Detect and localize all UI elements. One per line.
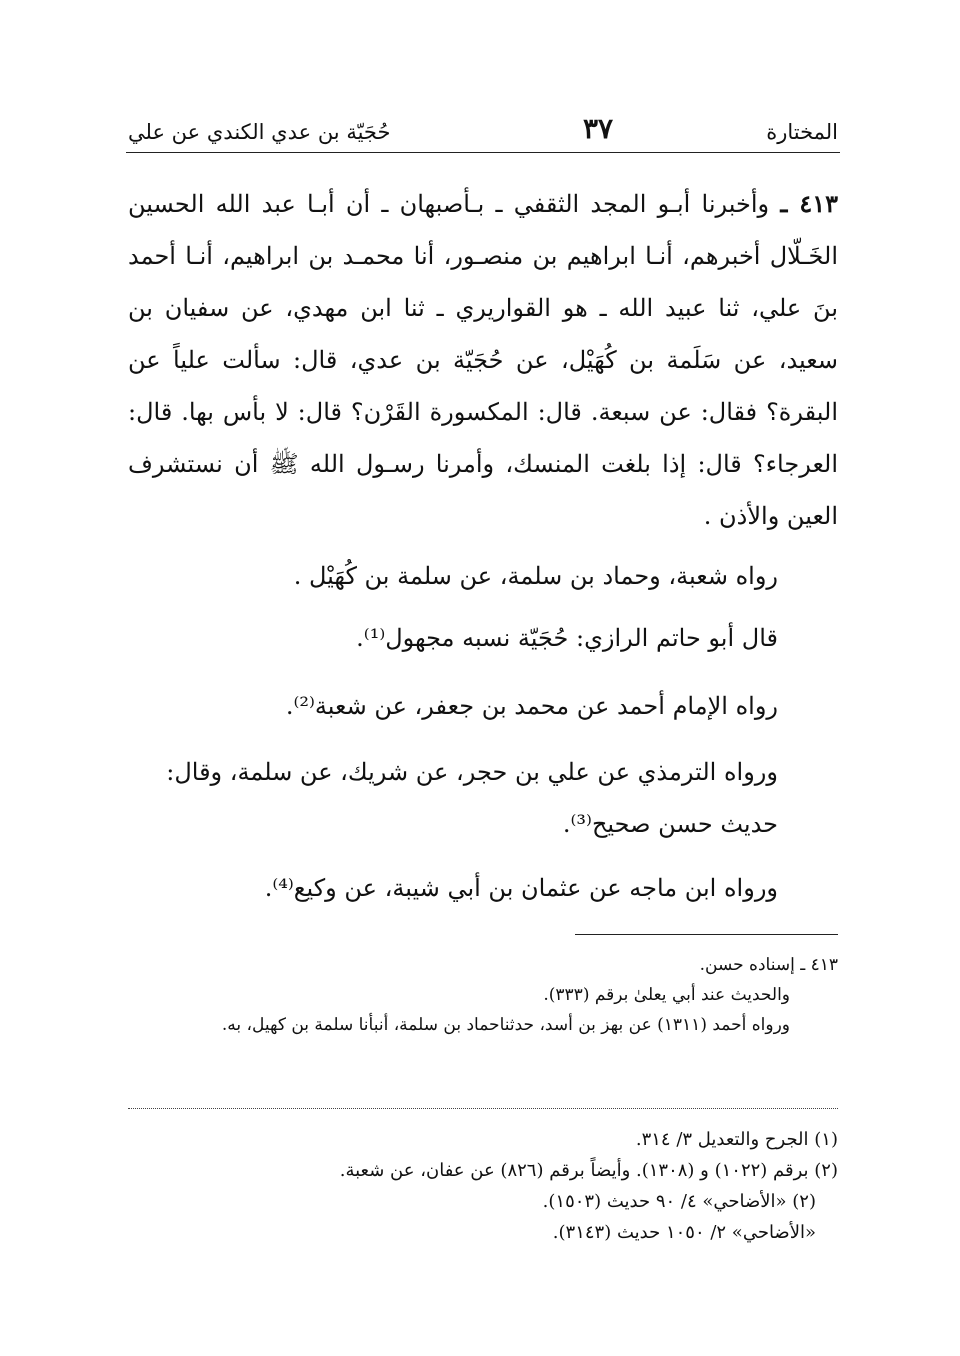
narration-2: [128, 612, 838, 664]
footnote-2: (٢) برقم (١٠٢٢) و (١٣٠٨). وأيضاً برقم (٨٢٦) عن عفان، عن شعبة.: [339, 1160, 838, 1181]
footnote-3: (٢) «الأضاحي» ٤/ ٩٠ حديث (١٥٠٣).: [542, 1191, 816, 1212]
notes-line-2: ورواه أحمد (١٣١١) عن بهز بن أسد، حدثناحماد بن سلمة، أنبأنا سلمة بن كهيل، به.: [221, 1015, 790, 1035]
narration-line: ورواه ابن ماجه عن عثمان بن أبي شيبة، عن وكيع⁽⁴⁾.: [264, 874, 778, 902]
narration-line: رواه الإمام أحمد عن محمد بن جعفر، عن شعبة⁽²⁾.: [285, 692, 778, 720]
editor-notes: [128, 950, 838, 1040]
narration-3: [128, 680, 838, 732]
narration-1: [128, 550, 838, 602]
narration-4: [128, 746, 838, 850]
hadith-number: ٤١٣ ـ: [780, 189, 838, 218]
hadith-body: وأخبرنا أبـو المجد الثقفي ـ بـأصبهان ـ أن أبـا عبد الله الحسين الخَـلّال أخبرهم، أنـا ابراهيم بن منصـور، أنا محمـد بن ابراهيم، أنـا أحمد بنَ علي، ثنا عبيد الله ـ هو القواريري ـ ثنا ابن مهدي، عن سفيان بن سعيد، عن سَلَمة بن كُهَيْل، عن حُجَيّة بن عدي، قال: سألت علياً عن البقرة؟ فقال: عن سبعة. قال: المكسورة القَرْن؟ قال: لا بأس بها. قال: العرجاء؟ قال: إذا بلغت المنسك، وأمرنا رسـول الله ﷺ أن نستشرف العين والأذن .: [128, 190, 838, 530]
narration-line: رواه شعبة، وحماد بن سلمة، عن سلمة بن كُهَيْل .: [293, 562, 778, 590]
narration-line: ورواه الترمذي عن علي بن حجر، عن شريك، عن سلمة، وقال: حديث حسن صحيح⁽³⁾.: [166, 758, 778, 838]
footnote-4: «الأضاحي» ٢/ ١٠٥٠ حديث (٣١٤٣).: [552, 1222, 816, 1243]
hadith-text-block: [128, 178, 838, 542]
running-header: [128, 112, 838, 156]
footnote-1: (١) الجرح والتعديل ٣/ ٣١٤.: [635, 1129, 838, 1150]
footnotes-divider: [128, 1108, 838, 1109]
hadith-paragraph: [128, 178, 838, 542]
footnotes: [128, 1124, 838, 1248]
narration-line: قال أبو حاتم الرازي: حُجَيّة نسبه مجهول⁽¹⁾.: [356, 624, 778, 652]
header-divider: [126, 152, 840, 153]
notes-divider: [575, 934, 838, 935]
header-chapter-title: حُجَيّة بن عدي الكندي عن علي: [128, 120, 391, 144]
header-book-title: المختارة: [766, 120, 838, 144]
notes-head: ٤١٣ ـ إسناده حسن.: [699, 955, 838, 975]
narration-5: [128, 862, 838, 914]
notes-line-1: والحديث عند أبي يعلىٰ برقم (٣٣٣).: [543, 985, 790, 1005]
header-page-number: ٣٧: [583, 112, 614, 145]
